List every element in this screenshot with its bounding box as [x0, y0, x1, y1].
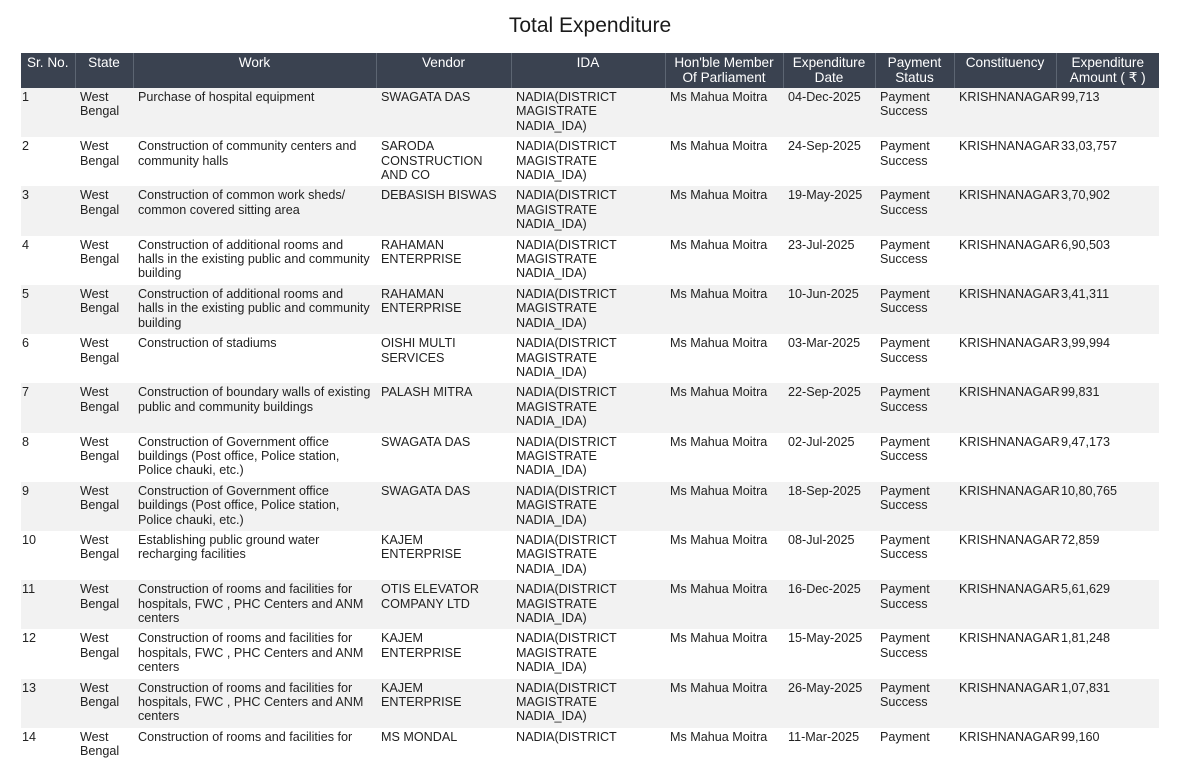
cell-amount: 3,70,902	[1056, 186, 1159, 235]
cell-amount: 33,03,757	[1056, 137, 1159, 186]
cell-amount: 5,61,629	[1056, 580, 1159, 629]
cell-member: Ms Mahua Moitra	[665, 236, 783, 285]
table-row	[21, 285, 1159, 334]
cell-amount: 3,41,311	[1056, 285, 1159, 334]
cell-sr-no: 12	[21, 629, 75, 678]
cell-status: Payment Success	[875, 482, 954, 531]
cell-ida: NADIA(DISTRICT MAGISTRATE NADIA_IDA)	[511, 137, 665, 186]
col-header-work[interactable]: Work	[133, 53, 376, 88]
cell-state: West Bengal	[75, 236, 133, 285]
table-row	[21, 334, 1159, 383]
cell-vendor: KAJEM ENTERPRISE	[376, 531, 511, 580]
cell-date: 10-Jun-2025	[783, 285, 875, 334]
col-header-expenditure-amount[interactable]: Expenditure Amount ( ₹ )	[1056, 53, 1159, 88]
cell-status: Payment Success	[875, 383, 954, 432]
cell-constituency: KRISHNANAGAR	[954, 679, 1056, 728]
table-row	[21, 236, 1159, 285]
cell-constituency: KRISHNANAGAR	[954, 383, 1056, 432]
cell-date: 22-Sep-2025	[783, 383, 875, 432]
cell-constituency: KRISHNANAGAR	[954, 137, 1056, 186]
table-row	[21, 580, 1159, 629]
table-row	[21, 482, 1159, 531]
cell-work: Construction of community centers and community halls	[133, 137, 376, 186]
cell-member: Ms Mahua Moitra	[665, 728, 783, 763]
cell-vendor: SARODA CONSTRUCTION AND CO	[376, 137, 511, 186]
table-row	[21, 728, 1159, 763]
cell-vendor: DEBASISH BISWAS	[376, 186, 511, 235]
col-header-expenditure-date[interactable]: Expenditure Date	[783, 53, 875, 88]
cell-date: 11-Mar-2025	[783, 728, 875, 763]
cell-member: Ms Mahua Moitra	[665, 137, 783, 186]
cell-sr-no: 1	[21, 88, 75, 137]
cell-amount: 99,831	[1056, 383, 1159, 432]
cell-date: 03-Mar-2025	[783, 334, 875, 383]
cell-date: 19-May-2025	[783, 186, 875, 235]
cell-status: Payment Success	[875, 285, 954, 334]
cell-vendor: KAJEM ENTERPRISE	[376, 629, 511, 678]
cell-work: Construction of additional rooms and halls in the existing public and community building	[133, 285, 376, 334]
expenditure-table	[21, 53, 1159, 763]
cell-constituency: KRISHNANAGAR	[954, 236, 1056, 285]
cell-ida: NADIA(DISTRICT MAGISTRATE NADIA_IDA)	[511, 531, 665, 580]
cell-ida: NADIA(DISTRICT MAGISTRATE NADIA_IDA)	[511, 580, 665, 629]
col-header-constituency[interactable]: Constituency	[954, 53, 1056, 88]
cell-vendor: SWAGATA DAS	[376, 482, 511, 531]
cell-vendor: OTIS ELEVATOR COMPANY LTD	[376, 580, 511, 629]
cell-member: Ms Mahua Moitra	[665, 531, 783, 580]
cell-date: 15-May-2025	[783, 629, 875, 678]
cell-vendor: OISHI MULTI SERVICES	[376, 334, 511, 383]
cell-amount: 10,80,765	[1056, 482, 1159, 531]
cell-vendor: RAHAMAN ENTERPRISE	[376, 236, 511, 285]
cell-status: Payment Success	[875, 137, 954, 186]
cell-constituency: KRISHNANAGAR	[954, 285, 1056, 334]
cell-ida: NADIA(DISTRICT MAGISTRATE NADIA_IDA)	[511, 285, 665, 334]
cell-work: Construction of rooms and facilities for hospitals, FWC , PHC Centers and ANM centers	[133, 679, 376, 728]
cell-ida: NADIA(DISTRICT MAGISTRATE NADIA_IDA)	[511, 482, 665, 531]
cell-work: Purchase of hospital equipment	[133, 88, 376, 137]
cell-status: Payment Success	[875, 88, 954, 137]
header-row	[21, 53, 1159, 88]
cell-constituency: KRISHNANAGAR	[954, 728, 1056, 763]
cell-sr-no: 5	[21, 285, 75, 334]
cell-member: Ms Mahua Moitra	[665, 88, 783, 137]
cell-status: Payment Success	[875, 629, 954, 678]
cell-work: Establishing public ground water recharging facilities	[133, 531, 376, 580]
cell-work: Construction of boundary walls of existing public and community buildings	[133, 383, 376, 432]
cell-ida: NADIA(DISTRICT MAGISTRATE NADIA_IDA)	[511, 186, 665, 235]
table-row	[21, 137, 1159, 186]
cell-date: 18-Sep-2025	[783, 482, 875, 531]
cell-member: Ms Mahua Moitra	[665, 186, 783, 235]
cell-date: 08-Jul-2025	[783, 531, 875, 580]
cell-vendor: SWAGATA DAS	[376, 433, 511, 482]
col-header-vendor[interactable]: Vendor	[376, 53, 511, 88]
cell-status: Payment Success	[875, 433, 954, 482]
cell-constituency: KRISHNANAGAR	[954, 186, 1056, 235]
cell-status: Payment Success	[875, 679, 954, 728]
col-header-payment-status[interactable]: Payment Status	[875, 53, 954, 88]
cell-ida: NADIA(DISTRICT	[511, 728, 665, 763]
cell-constituency: KRISHNANAGAR	[954, 580, 1056, 629]
cell-status: Payment Success	[875, 334, 954, 383]
cell-amount: 6,90,503	[1056, 236, 1159, 285]
cell-state: West Bengal	[75, 334, 133, 383]
cell-amount: 1,07,831	[1056, 679, 1159, 728]
cell-vendor: KAJEM ENTERPRISE	[376, 679, 511, 728]
cell-state: West Bengal	[75, 186, 133, 235]
page-title: Total Expenditure	[508, 14, 672, 37]
cell-state: West Bengal	[75, 629, 133, 678]
cell-work: Construction of rooms and facilities for hospitals, FWC , PHC Centers and ANM centers	[133, 629, 376, 678]
cell-sr-no: 3	[21, 186, 75, 235]
cell-ida: NADIA(DISTRICT MAGISTRATE NADIA_IDA)	[511, 334, 665, 383]
cell-ida: NADIA(DISTRICT MAGISTRATE NADIA_IDA)	[511, 629, 665, 678]
cell-constituency: KRISHNANAGAR	[954, 629, 1056, 678]
cell-vendor: PALASH MITRA	[376, 383, 511, 432]
cell-date: 23-Jul-2025	[783, 236, 875, 285]
cell-state: West Bengal	[75, 383, 133, 432]
table-row	[21, 531, 1159, 580]
table-row	[21, 186, 1159, 235]
cell-vendor: RAHAMAN ENTERPRISE	[376, 285, 511, 334]
cell-work: Construction of rooms and facilities for	[133, 728, 376, 763]
table-row	[21, 679, 1159, 728]
table-row	[21, 88, 1159, 137]
table-row	[21, 383, 1159, 432]
cell-vendor: SWAGATA DAS	[376, 88, 511, 137]
cell-status: Payment Success	[875, 236, 954, 285]
cell-status: Payment Success	[875, 580, 954, 629]
cell-amount: 3,99,994	[1056, 334, 1159, 383]
cell-member: Ms Mahua Moitra	[665, 334, 783, 383]
cell-date: 16-Dec-2025	[783, 580, 875, 629]
cell-ida: NADIA(DISTRICT MAGISTRATE NADIA_IDA)	[511, 88, 665, 137]
cell-sr-no: 13	[21, 679, 75, 728]
cell-state: West Bengal	[75, 679, 133, 728]
cell-constituency: KRISHNANAGAR	[954, 334, 1056, 383]
cell-date: 24-Sep-2025	[783, 137, 875, 186]
cell-work: Construction of Government office buildings (Post office, Police station, Police chauki, etc.)	[133, 482, 376, 531]
cell-state: West Bengal	[75, 285, 133, 334]
cell-work: Construction of additional rooms and halls in the existing public and community building	[133, 236, 376, 285]
col-header-state[interactable]: State	[75, 53, 133, 88]
cell-vendor: MS MONDAL	[376, 728, 511, 763]
cell-ida: NADIA(DISTRICT MAGISTRATE NADIA_IDA)	[511, 433, 665, 482]
cell-amount: 9,47,173	[1056, 433, 1159, 482]
cell-date: 02-Jul-2025	[783, 433, 875, 482]
cell-state: West Bengal	[75, 88, 133, 137]
cell-member: Ms Mahua Moitra	[665, 679, 783, 728]
cell-constituency: KRISHNANAGAR	[954, 531, 1056, 580]
cell-state: West Bengal	[75, 531, 133, 580]
cell-sr-no: 14	[21, 728, 75, 763]
cell-member: Ms Mahua Moitra	[665, 383, 783, 432]
cell-constituency: KRISHNANAGAR	[954, 433, 1056, 482]
cell-sr-no: 2	[21, 137, 75, 186]
cell-ida: NADIA(DISTRICT MAGISTRATE NADIA_IDA)	[511, 679, 665, 728]
cell-member: Ms Mahua Moitra	[665, 482, 783, 531]
cell-status: Payment Success	[875, 531, 954, 580]
cell-work: Construction of rooms and facilities for hospitals, FWC , PHC Centers and ANM centers	[133, 580, 376, 629]
cell-date: 04-Dec-2025	[783, 88, 875, 137]
cell-sr-no: 4	[21, 236, 75, 285]
table-row	[21, 629, 1159, 678]
cell-member: Ms Mahua Moitra	[665, 629, 783, 678]
cell-sr-no: 8	[21, 433, 75, 482]
cell-member: Ms Mahua Moitra	[665, 285, 783, 334]
cell-ida: NADIA(DISTRICT MAGISTRATE NADIA_IDA)	[511, 236, 665, 285]
cell-date: 26-May-2025	[783, 679, 875, 728]
cell-constituency: KRISHNANAGAR	[954, 88, 1056, 137]
table-row	[21, 433, 1159, 482]
cell-state: West Bengal	[75, 137, 133, 186]
cell-state: West Bengal	[75, 728, 133, 763]
cell-state: West Bengal	[75, 580, 133, 629]
cell-sr-no: 6	[21, 334, 75, 383]
cell-state: West Bengal	[75, 482, 133, 531]
cell-ida: NADIA(DISTRICT MAGISTRATE NADIA_IDA)	[511, 383, 665, 432]
cell-amount: 99,160	[1056, 728, 1159, 763]
cell-amount: 1,81,248	[1056, 629, 1159, 678]
col-header-ida[interactable]: IDA	[511, 53, 665, 88]
cell-status: Payment	[875, 728, 954, 763]
col-header-sr-no[interactable]: Sr. No.	[21, 53, 75, 88]
cell-amount: 72,859	[1056, 531, 1159, 580]
cell-sr-no: 9	[21, 482, 75, 531]
cell-state: West Bengal	[75, 433, 133, 482]
col-header-member-of-parliament[interactable]: Hon'ble Member Of Parliament	[665, 53, 783, 88]
cell-work: Construction of common work sheds/ common covered sitting area	[133, 186, 376, 235]
cell-status: Payment Success	[875, 186, 954, 235]
cell-member: Ms Mahua Moitra	[665, 433, 783, 482]
cell-sr-no: 7	[21, 383, 75, 432]
cell-sr-no: 10	[21, 531, 75, 580]
table-body	[21, 88, 1159, 763]
cell-amount: 99,713	[1056, 88, 1159, 137]
cell-work: Construction of stadiums	[133, 334, 376, 383]
cell-sr-no: 11	[21, 580, 75, 629]
cell-work: Construction of Government office buildings (Post office, Police station, Police chauki, etc.)	[133, 433, 376, 482]
cell-constituency: KRISHNANAGAR	[954, 482, 1056, 531]
cell-member: Ms Mahua Moitra	[665, 580, 783, 629]
